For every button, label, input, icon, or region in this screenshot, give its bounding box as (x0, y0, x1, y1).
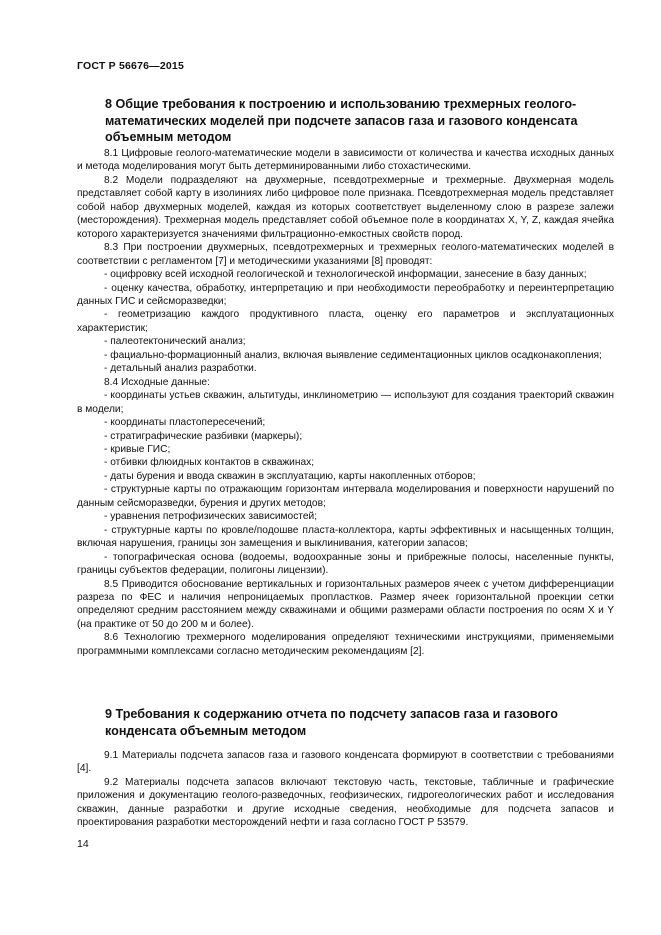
paragraph-8-3: 8.3 При построении двухмерных, псевдотрехмерных и трехмерных геолого-математических моделей в соответствии с регламентом [7] и методическими указаниями [8] проводят: (77, 242, 614, 267)
list-item: - координаты пластопересечений; (104, 417, 266, 429)
list-item: - палеотектонический анализ; (104, 336, 246, 348)
list-item: - геометризацию каждого продуктивного пласта, оценку его параметров и эксплуатационных характеристик; (77, 309, 614, 334)
page-number: 14 (77, 838, 89, 850)
list-item: - отбивки флюидных контактов в скважинах; (104, 457, 315, 469)
list-item: - стратиграфические разбивки (маркеры); (104, 430, 303, 442)
list-item: - уравнения петрофизических зависимостей; (104, 511, 318, 523)
list-item: - оцифровку всей исходной геологической и технологической информации, занесение в базу данных; (104, 269, 587, 281)
list-item: - топографическая основа (водоемы, водоохранные зоны и прибрежные полосы, населенные пункты, границы субъектов федерации, полигоны лицензии). (77, 551, 614, 577)
list-item: - кривые ГИС; (104, 443, 171, 455)
paragraph-8-6: 8.6 Технологию трехмерного моделирования определяют техническими инструкциями, применяемыми программными комплексами согласно методическим рекомендациям [2]. (77, 632, 614, 657)
list-item: - структурные карты по кровле/подошве пласта-коллектора, карты эффективных и насыщенных толщин, включая нарушения, границы зон замещения и выклинивания, категории запасов; (77, 524, 614, 550)
section-9-title: 9 Требования к содержанию отчета по подсчету запасов газа и газового конденсата объемным методом (105, 707, 558, 738)
list-item: - координаты устьев скважин, альтитуды, инклинометрию — используют для создания траекторий скважин в модели; (77, 390, 614, 415)
paragraph-8-4: 8.4 Исходные данные: (104, 376, 210, 388)
list-item: - фациально-формационный анализ, включая выявление седиментационных циклов осадконакопления; (104, 349, 602, 361)
list-item: - детальный анализ разработки. (104, 363, 257, 375)
list-item: - даты бурения и ввода скважин в эксплуатацию, карты накопленных отборов; (104, 470, 476, 482)
section-8-title: 8 Общие требования к построению и использованию трехмерных геолого-математических моделей при подсчете запасов газа и газового конденсата объемным методом (105, 97, 578, 144)
section-9-body (77, 749, 614, 830)
list-item: - оценку качества, обработку, интерпретацию и при необходимости переобработку и переинтерпретацию данных ГИС и сейсморазведки; (77, 282, 614, 307)
paragraph-8-1: 8.1 Цифровые геолого-математические модели в зависимости от количества и качества исходных данных и метода моделирования могут быть детерминированными либо стохастическими. (77, 148, 614, 173)
paragraph-9-1: 9.1 Материалы подсчета запасов газа и газового конденсата формируют в соответствии с требованиями [4]. (77, 750, 614, 775)
document-code-header: ГОСТ Р 56676—2015 (77, 60, 185, 72)
section-8-body (77, 147, 614, 658)
paragraph-8-5: 8.5 Приводится обоснование вертикальных и горизонтальных размеров ячеек с учетом дифференциации разреза по ФЕС и наличия непроницаемых пропластков. Размер ячеек горизонтальной проекции сетки определяют средним расстоянием между скважинами и общими размерами области построения по осям X и Y (на практике от 50 до 200 м и более). (77, 578, 614, 630)
paragraph-9-2: 9.2 Материалы подсчета запасов включают текстовую часть, текстовые, табличные и графические приложения и документацию геолого-разведочных, геофизических, гидрогеологических работ и исследования скважин, данные разработки и другие исходные сведения, необходимые для подсчета запасов и проектирования разработки месторождений нефти и газа согласно ГОСТ Р 53579. (77, 776, 614, 829)
paragraph-8-2: 8.2 Модели подразделяют на двухмерные, псевдотрехмерные и трехмерные. Двухмерная модель представляет собой карту в изолиниях либо цифровое поле признака. Псевдотрехмерная модель представляет собой набор двухмерных моделей, каждая из которых соответствует выделенному слою в разрезе залежи (месторождения). Трехмерная модель представляет собой объемное поле в координатах X, Y, Z, каждая ячейка которого характеризуется значениями фильтрационно-емкостных свойств пород. (77, 174, 614, 240)
list-item: - структурные карты по отражающим горизонтам интервала моделирования и поверхности нарушений по данным сейсморазведки, бурения и других методов; (77, 484, 614, 509)
